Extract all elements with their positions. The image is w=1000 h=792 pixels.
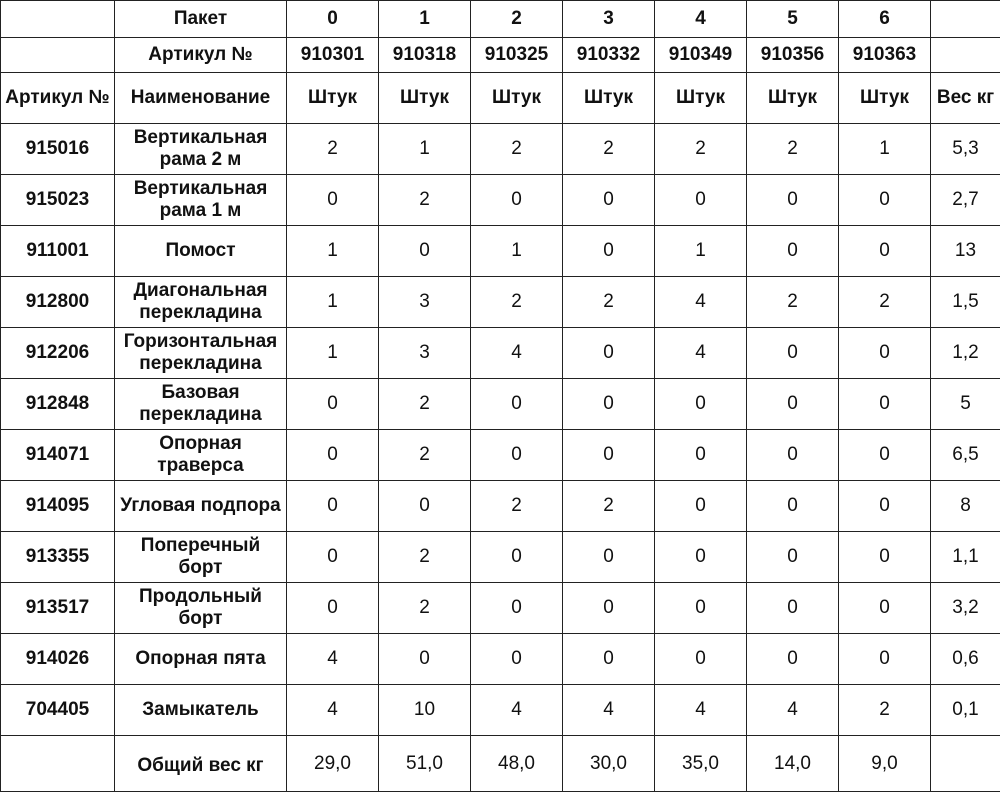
item-quantity: 3 [379,277,471,328]
table-row [1,379,1000,430]
empty-total-cell [1,736,115,792]
item-weight: 5 [931,379,1000,430]
item-quantity: 0 [839,481,931,532]
item-artikul: 913355 [1,532,115,583]
column-header-unit: Штук [379,73,471,124]
item-quantity: 0 [471,634,563,685]
item-artikul: 913517 [1,583,115,634]
item-weight: 3,2 [931,583,1000,634]
item-quantity: 4 [655,277,747,328]
empty-weight-header-cell [931,38,1000,73]
item-quantity: 1 [655,226,747,277]
item-quantity: 0 [287,175,379,226]
item-quantity: 2 [471,124,563,175]
column-header-name: Наименование [115,73,287,124]
item-quantity: 0 [563,226,655,277]
total-weight-value: 29,0 [287,736,379,792]
item-quantity: 0 [563,328,655,379]
item-quantity: 1 [287,328,379,379]
item-quantity: 4 [471,685,563,736]
item-weight: 13 [931,226,1000,277]
total-weight-value: 9,0 [839,736,931,792]
item-quantity: 0 [287,481,379,532]
package-artikul: 910349 [655,38,747,73]
total-weight-value: 30,0 [563,736,655,792]
item-quantity: 0 [471,175,563,226]
column-header-unit: Штук [287,73,379,124]
total-weight-label: Общий вес кг [115,736,287,792]
item-quantity: 1 [287,277,379,328]
item-quantity: 0 [839,634,931,685]
table-row [1,532,1000,583]
item-quantity: 2 [379,379,471,430]
table-row [1,430,1000,481]
item-weight: 5,3 [931,124,1000,175]
item-name: Продольный борт [115,583,287,634]
item-quantity: 0 [747,379,839,430]
item-quantity: 0 [839,175,931,226]
total-weight-value: 35,0 [655,736,747,792]
package-artikul: 910325 [471,38,563,73]
item-quantity: 1 [379,124,471,175]
item-quantity: 2 [379,583,471,634]
item-quantity: 0 [471,379,563,430]
column-header-unit: Штук [839,73,931,124]
package-number: 3 [563,1,655,38]
item-quantity: 2 [379,532,471,583]
item-quantity: 2 [379,430,471,481]
item-name: Базовая перекладина [115,379,287,430]
item-quantity: 0 [655,175,747,226]
item-weight: 1,2 [931,328,1000,379]
package-artikul: 910356 [747,38,839,73]
package-artikul: 910363 [839,38,931,73]
item-quantity: 0 [287,583,379,634]
table-row [1,124,1000,175]
table-row [1,481,1000,532]
item-quantity: 1 [471,226,563,277]
table-body [1,1,1000,792]
column-header-unit: Штук [747,73,839,124]
empty-corner-cell [1,38,115,73]
empty-corner-cell [1,1,115,38]
package-artikul-label: Артикул № [115,38,287,73]
header-row-package [1,1,1000,38]
package-label: Пакет [115,1,287,38]
item-quantity: 2 [655,124,747,175]
total-weight-value: 48,0 [471,736,563,792]
item-quantity: 0 [839,226,931,277]
item-quantity: 0 [287,430,379,481]
item-quantity: 4 [563,685,655,736]
package-number: 5 [747,1,839,38]
item-quantity: 2 [471,481,563,532]
item-quantity: 4 [655,685,747,736]
item-quantity: 0 [471,430,563,481]
item-quantity: 0 [471,532,563,583]
item-quantity: 0 [379,226,471,277]
empty-weight-header-cell [931,1,1000,38]
item-quantity: 0 [747,430,839,481]
package-artikul: 910301 [287,38,379,73]
item-quantity: 2 [747,277,839,328]
item-quantity: 0 [379,634,471,685]
item-quantity: 0 [839,532,931,583]
item-weight: 0,6 [931,634,1000,685]
table-row [1,226,1000,277]
item-name: Опорная траверса [115,430,287,481]
item-artikul: 912848 [1,379,115,430]
item-quantity: 10 [379,685,471,736]
item-quantity: 0 [287,532,379,583]
item-name: Помост [115,226,287,277]
item-name: Замыкатель [115,685,287,736]
item-quantity: 0 [379,481,471,532]
item-weight: 8 [931,481,1000,532]
item-quantity: 0 [563,634,655,685]
item-quantity: 0 [839,379,931,430]
table-row [1,583,1000,634]
item-artikul: 914026 [1,634,115,685]
item-quantity: 0 [747,583,839,634]
item-artikul: 911001 [1,226,115,277]
item-weight: 1,5 [931,277,1000,328]
package-number: 4 [655,1,747,38]
item-quantity: 0 [287,379,379,430]
item-quantity: 0 [839,328,931,379]
item-name: Вертикальная рама 1 м [115,175,287,226]
item-artikul: 914071 [1,430,115,481]
item-quantity: 0 [563,430,655,481]
item-quantity: 4 [287,634,379,685]
item-quantity: 4 [471,328,563,379]
package-artikul: 910332 [563,38,655,73]
item-quantity: 0 [839,583,931,634]
item-weight: 1,1 [931,532,1000,583]
column-header-unit: Штук [471,73,563,124]
item-quantity: 2 [747,124,839,175]
item-quantity: 4 [747,685,839,736]
item-name: Угловая подпора [115,481,287,532]
item-quantity: 0 [747,328,839,379]
item-artikul: 915023 [1,175,115,226]
item-quantity: 4 [655,328,747,379]
item-quantity: 0 [747,175,839,226]
item-quantity: 2 [287,124,379,175]
table-row [1,328,1000,379]
item-quantity: 0 [655,481,747,532]
item-artikul: 912800 [1,277,115,328]
package-artikul: 910318 [379,38,471,73]
item-weight: 6,5 [931,430,1000,481]
empty-total-weight-cell [931,736,1000,792]
column-header-unit: Штук [563,73,655,124]
item-quantity: 1 [287,226,379,277]
total-row [1,736,1000,792]
item-quantity: 3 [379,328,471,379]
header-row-columns [1,73,1000,124]
item-artikul: 704405 [1,685,115,736]
item-quantity: 0 [655,583,747,634]
item-weight: 0,1 [931,685,1000,736]
item-quantity: 0 [471,583,563,634]
item-name: Горизонтальная перекладина [115,328,287,379]
package-number: 6 [839,1,931,38]
package-number: 0 [287,1,379,38]
column-header-unit: Штук [655,73,747,124]
item-quantity: 2 [563,124,655,175]
table-row [1,685,1000,736]
item-quantity: 1 [839,124,931,175]
item-name: Опорная пята [115,634,287,685]
item-quantity: 0 [563,175,655,226]
item-quantity: 0 [563,583,655,634]
header-row-package-artikul [1,38,1000,73]
column-header-weight: Вес кг [931,73,1000,124]
item-quantity: 0 [747,634,839,685]
item-quantity: 0 [747,226,839,277]
item-quantity: 4 [287,685,379,736]
item-quantity: 0 [747,532,839,583]
item-artikul: 912206 [1,328,115,379]
total-weight-value: 14,0 [747,736,839,792]
item-quantity: 0 [655,379,747,430]
total-weight-value: 51,0 [379,736,471,792]
item-quantity: 0 [655,430,747,481]
item-weight: 2,7 [931,175,1000,226]
item-quantity: 2 [563,481,655,532]
item-quantity: 2 [563,277,655,328]
item-artikul: 914095 [1,481,115,532]
package-number: 2 [471,1,563,38]
item-quantity: 0 [655,532,747,583]
table-row [1,175,1000,226]
item-name: Вертикальная рама 2 м [115,124,287,175]
item-name: Поперечный борт [115,532,287,583]
item-quantity: 0 [839,430,931,481]
table-row [1,634,1000,685]
package-number: 1 [379,1,471,38]
item-quantity: 2 [839,685,931,736]
item-quantity: 0 [655,634,747,685]
column-header-artikul: Артикул № [1,73,115,124]
item-quantity: 0 [747,481,839,532]
item-quantity: 2 [471,277,563,328]
item-quantity: 0 [563,532,655,583]
item-artikul: 915016 [1,124,115,175]
item-quantity: 2 [839,277,931,328]
item-name: Диагональная перекладина [115,277,287,328]
item-quantity: 0 [563,379,655,430]
table-row [1,277,1000,328]
item-quantity: 2 [379,175,471,226]
